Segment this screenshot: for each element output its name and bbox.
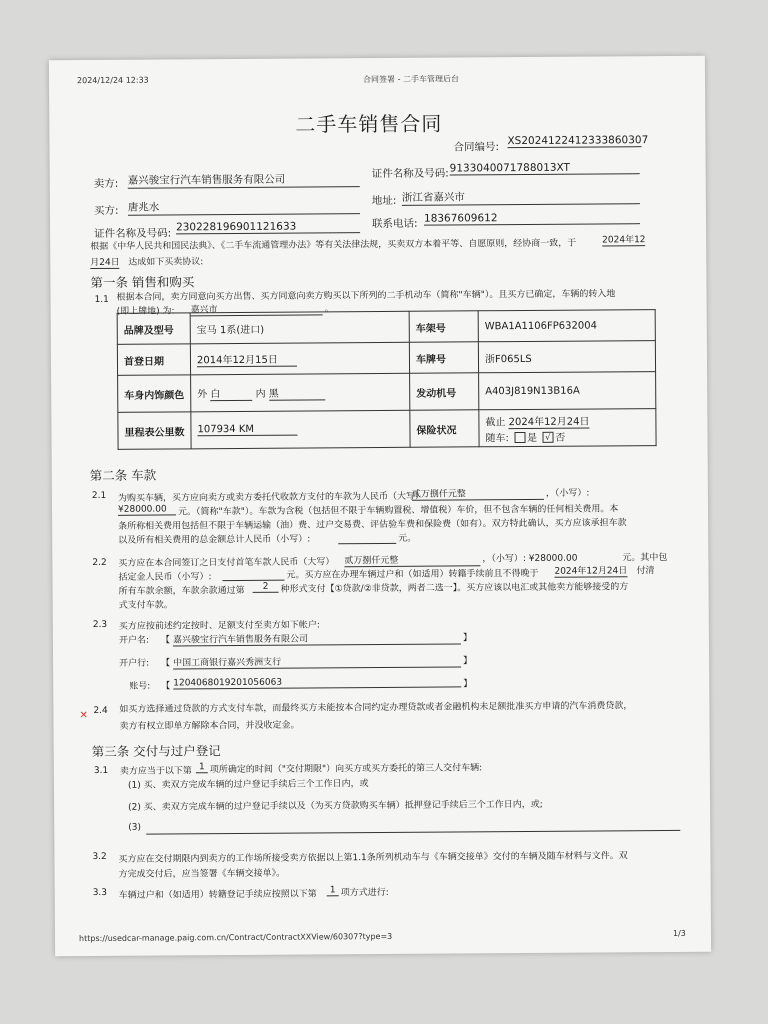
brand-value: 宝马 1系(进口) <box>190 311 409 344</box>
clause-2-2-line1c: 元。其中包 <box>622 552 668 564</box>
seller-name: 嘉兴骏宝行汽车销售服务有限公司 <box>128 171 360 189</box>
buyer-id-no: 230228196901121633 <box>176 220 360 234</box>
color-label: 车身内饰颜色 <box>118 375 191 413</box>
table-row <box>118 409 656 450</box>
reg-date-label: 首登日期 <box>117 344 190 376</box>
buyer-address: 浙江省嘉兴市 <box>402 188 640 206</box>
vin-value: WBA1A1106FP632004 <box>478 310 655 342</box>
table-row <box>117 341 655 376</box>
clause-1-1-text2: (即上牌地) 为: <box>116 306 175 317</box>
price-amount: ¥28000.00 <box>118 504 176 515</box>
color-exterior-prefix: 外 <box>197 389 208 401</box>
intro-line2: 达成如下买卖协议: <box>128 257 204 268</box>
buyer-address-label: 地址: <box>371 194 397 208</box>
clause-3-1-line1b: 项所确定的时间（"交付期限"）向买方或买方委托的第三人交付车辆: <box>209 763 483 776</box>
buyer-label: 买方: <box>93 204 119 217</box>
clause-2-4-num: 2.4 <box>93 705 108 717</box>
first-payment-upper: 贰万捌仟元整 <box>344 552 480 567</box>
footer-page-number: 1/3 <box>672 928 686 938</box>
buyer-name: 唐兆水 <box>128 198 360 216</box>
bracket-left: 【 <box>161 681 171 692</box>
clause-2-4-line1: 如买方选择通过贷款的方式支付车款，而最终买方未能按本合同约定办理贷款或者金融机构未足额批准买方申请的汽车消费贷款， <box>119 701 633 715</box>
mileage-value: 107934 KM <box>197 424 297 437</box>
clause-2-1-line1: 为购买车辆，买方应向卖方或卖方委托代收款方支付的车款为人民币（大写） <box>117 491 424 504</box>
insurance-no-label: 否 <box>555 432 566 444</box>
bracket-right: 】 <box>463 679 473 690</box>
bracket-right: 】 <box>462 633 472 644</box>
buyer-phone-label: 联系电话: <box>371 217 418 231</box>
intro-date-b: 月24日 <box>90 255 120 269</box>
plate-value: 浙F065LS <box>478 341 655 373</box>
price-upper: 贰万捌仟元整 <box>412 486 544 501</box>
account-no-label: 账号: <box>129 681 151 692</box>
transfer-city: 嘉兴市 <box>191 301 323 316</box>
color-cell <box>191 373 410 412</box>
clause-2-1-line4-end: 元。 <box>398 533 417 544</box>
clause-3-1-option2: (2) 买、卖双方完成车辆的过户登记手续以及（为买方贷款购买车辆）抵押登记手续后三个工作日内，或; <box>128 799 543 813</box>
contract-no-label: 合同编号: <box>453 141 500 154</box>
insurance-date: 2024年12月24日 <box>509 412 590 429</box>
insurance-prefix: 截止 <box>485 416 506 428</box>
section-3-title: 第三条 交付与过户登记 <box>91 743 221 760</box>
reg-date-cell <box>190 342 409 375</box>
transfer-item-no: 1 <box>327 885 339 896</box>
clause-2-1-line4: 以及所有相关费用的总金额总计人民币（小写）: <box>118 534 311 546</box>
clause-3-1-line1a: 卖方应当于以下第 <box>119 766 192 777</box>
clause-2-1-line1b: ，（小写）: <box>545 488 590 499</box>
clause-3-1-option3: (3) <box>128 822 142 833</box>
clause-3-2-line2: 方完成交付后，应当签署《车辆交接单》。 <box>118 868 286 880</box>
clause-2-1-line3: 条所称相关费用包括但不限于车辆运输（油）费、过户交易费、评估验车费和保险费（如有）。双方特此确认，买方应该承担车款 <box>118 518 627 532</box>
plate-label: 车牌号 <box>409 342 478 373</box>
table-row <box>118 372 656 413</box>
clause-2-3-num: 2.3 <box>92 619 108 631</box>
reg-date-value: 2014年12月15日 <box>197 351 297 368</box>
engine-value: A403J819N13B16A <box>479 372 656 410</box>
seller-cert-no: 9133040071788013XT <box>450 161 640 175</box>
mileage-cell <box>191 410 410 449</box>
account-no: 1204068019201056063 <box>173 676 461 689</box>
insurance-label: 保险状况 <box>410 410 479 447</box>
clause-3-3-line1b: 项方式进行: <box>340 887 389 899</box>
intro-line1: 根据《中华人民共和国民法典》、《二手车流通管理办法》等有关法律法规，买卖双方本着平等、自愿原则，经协商一致，于 <box>90 238 577 253</box>
buyer-id-label: 证件名称及号码: <box>94 227 172 240</box>
clause-3-3-line1a: 车辆过户和（如适用）转籍登记手续应按照以下第 <box>118 889 317 901</box>
section-2-title: 第二条 车款 <box>89 467 157 484</box>
seller-cert-label: 证件名称及号码: <box>371 167 449 181</box>
mileage-label: 里程表公里数 <box>118 412 191 450</box>
clause-2-2-line1b: ，（小写）: ¥28000.00 <box>482 553 578 565</box>
print-datetime: 2024/12/24 12:33 <box>76 75 149 86</box>
color-interior: 黑 <box>269 384 325 400</box>
clause-2-3-line1: 买方应按前述约定按时、足额支付至卖方如下帐户: <box>118 620 320 632</box>
clause-3-2-line1: 买方应在交付期限内到卖方的工作场所接受卖方依据以上第1.1条所列机动车与《车辆交接单》交付的车辆及随车材料与文件。双 <box>118 851 628 865</box>
clause-3-1-option1: (1) 买、卖双方完成车辆的过户登记手续后三个工作日内，或 <box>127 779 369 791</box>
clause-2-4-line2: 卖方有权立即单方解除本合同，并没收定金。 <box>119 720 300 732</box>
color-exterior: 白 <box>210 385 252 401</box>
clause-3-3-num: 3.3 <box>92 887 108 899</box>
clause-1-1-num: 1.1 <box>94 294 109 305</box>
seller-label: 卖方: <box>93 177 119 190</box>
clause-2-2-line1: 买方应在本合同签订之日支付首笔车款人民币（大写） <box>118 557 335 569</box>
clause-2-2-line4: 式支付车款。 <box>118 600 173 611</box>
account-bank: 中国工商银行嘉兴秀洲支行 <box>173 653 461 669</box>
clause-2-2-line2c: 付清 <box>636 566 655 577</box>
account-name: 嘉兴骏宝行汽车销售服务有限公司 <box>173 630 461 646</box>
section-1-title: 第一条 销售和购买 <box>90 274 195 291</box>
clause-1-1-text: 根据本合同，卖方同意向买方出售、买方同意向卖方购买以下所列的二手机动车（简称"车辆"）。且买方已确定，车辆的转入地 <box>116 289 616 303</box>
account-name-label: 开户名: <box>118 635 150 646</box>
clause-3-2-num: 3.2 <box>92 851 107 863</box>
total-amount-blank <box>338 543 396 544</box>
clause-2-2-line3b: 种形式支付【①贷款/②非贷款，两者二选一】。买方应该以电汇或其他卖方能够接受的方 <box>280 582 629 595</box>
contract-page <box>49 56 711 957</box>
document-title: 二手车销售合同 <box>295 111 443 137</box>
clause-2-2-line2b: 元。买方应在办理车辆过户和（如适用）转籍手续前且不得晚于 <box>286 568 539 581</box>
payment-deadline: 2024年12月24日 <box>554 563 627 578</box>
engine-label: 发动机号 <box>410 373 479 410</box>
table-row <box>117 310 655 345</box>
checkbox-no-checked-icon: √ <box>542 432 553 443</box>
payment-method-no: 2 <box>253 582 279 593</box>
checkbox-yes-icon <box>514 432 525 443</box>
print-page-title: 合同签署 - 二手车管理后台 <box>362 74 460 85</box>
clause-2-1-num: 2.1 <box>91 490 107 502</box>
bracket-left: 【 <box>160 635 170 646</box>
delivery-item-no: 1 <box>196 762 208 773</box>
vin-label: 车架号 <box>409 311 478 342</box>
insurance-cell <box>479 409 656 447</box>
clause-2-1-line2: 元。（简称"车款"）。车款为含税（包括但不限于车辆购置税、增值税）车价，但不包含车辆的任何相关费用。本 <box>178 504 619 518</box>
account-bank-label: 开户行: <box>119 658 150 669</box>
clause-3-1-num: 3.1 <box>93 765 109 777</box>
insurance-yes-label: 是 <box>527 432 538 444</box>
contract-no: XS20241224123338​60307 <box>507 134 649 148</box>
clause-1-1-end: 。 <box>324 304 334 315</box>
red-ink-mark: ✕ <box>79 710 88 722</box>
bracket-left: 【 <box>161 658 171 669</box>
brand-label: 品牌及型号 <box>117 313 190 345</box>
intro-date-a: 2024年12 <box>602 232 645 246</box>
option3-blank <box>146 830 680 835</box>
buyer-phone: 18367609612 <box>424 211 640 226</box>
color-interior-prefix: 内 <box>255 388 266 400</box>
vehicle-info-table <box>117 309 657 450</box>
insurance-follow-label: 随车: <box>485 432 509 444</box>
clause-2-2-num: 2.2 <box>92 557 107 569</box>
bracket-right: 】 <box>463 656 473 667</box>
clause-2-2-line2a: 括定金人民币（小写）: <box>118 572 212 583</box>
clause-2-2-line3a: 所有车款余额，车款余款通过第 <box>118 585 245 597</box>
footer-url: https://usedcar-manage.paig.com.cn/Contract/ContractXXView/60307?type=3 <box>78 931 393 944</box>
